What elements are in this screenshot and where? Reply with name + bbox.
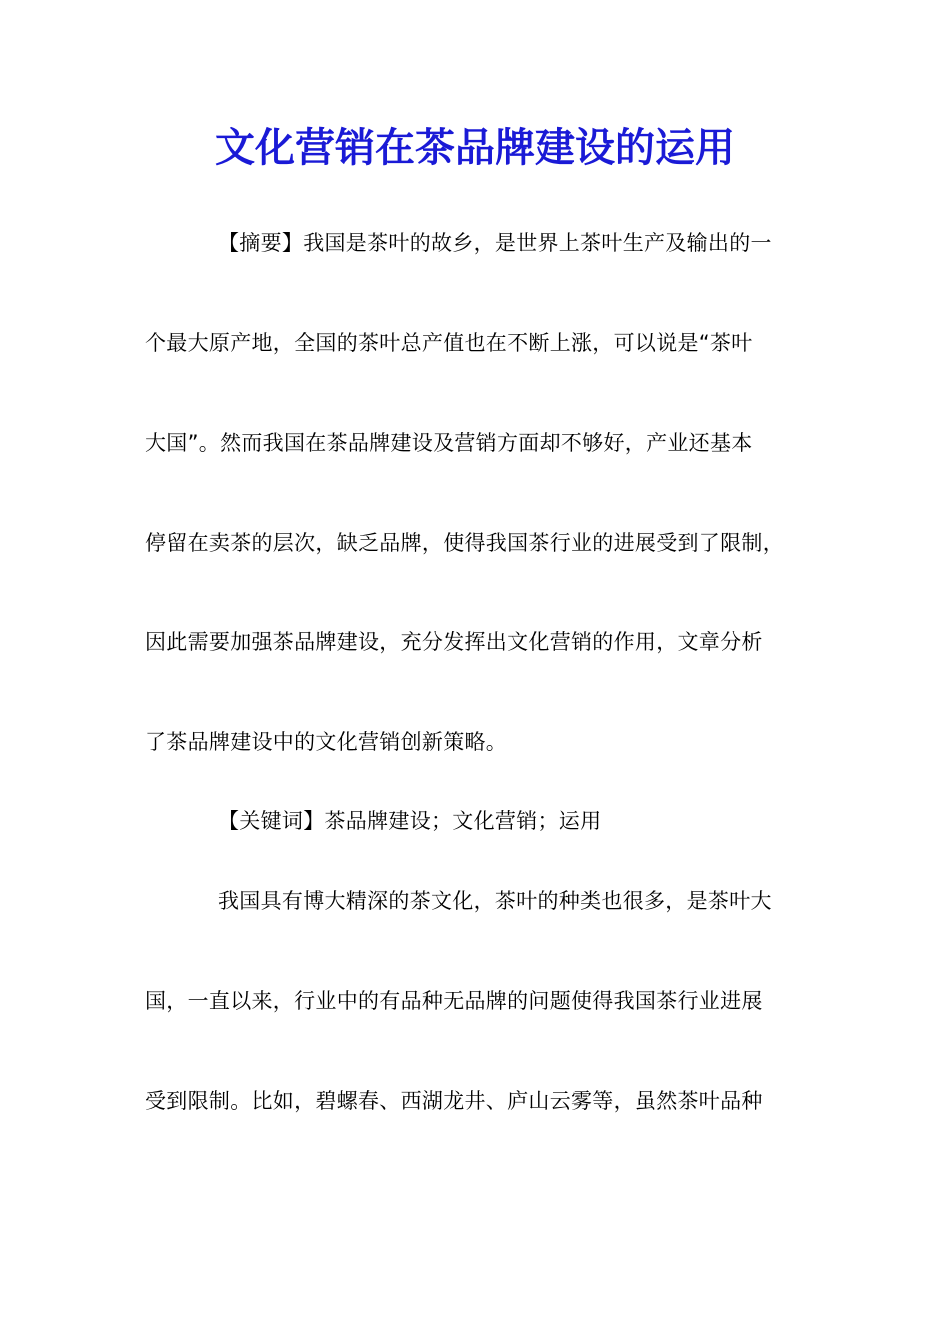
document-title: 文化营销在茶品牌建设的运用 — [215, 124, 735, 171]
abstract-line: 【摘要】我国是茶叶的故乡，是世界上茶叶生产及输出的一 — [218, 231, 772, 255]
keywords-line: 【关键词】茶品牌建设；文化营销；运用 — [218, 809, 602, 833]
body-line: 我国具有博大精深的茶文化，茶叶的种类也很多，是茶叶大 — [218, 889, 772, 913]
abstract-line: 因此需要加强茶品牌建设，充分发挥出文化营销的作用，文章分析 — [145, 630, 763, 654]
abstract-line: 个最大原产地，全国的茶叶总产值也在不断上涨，可以说是“茶叶 — [145, 331, 753, 355]
abstract-line: 大国”。然而我国在茶品牌建设及营销方面却不够好，产业还基本 — [145, 431, 753, 455]
abstract-line: 了茶品牌建设中的文化营销创新策略。 — [145, 730, 508, 754]
body-line: 受到限制。比如，碧螺春、西湖龙井、庐山云雾等，虽然茶叶品种 — [145, 1089, 763, 1113]
body-line: 国，一直以来，行业中的有品种无品牌的问题使得我国茶行业进展 — [145, 989, 763, 1013]
abstract-line: 停留在卖茶的层次，缺乏品牌，使得我国茶行业的进展受到了限制， — [145, 531, 784, 555]
